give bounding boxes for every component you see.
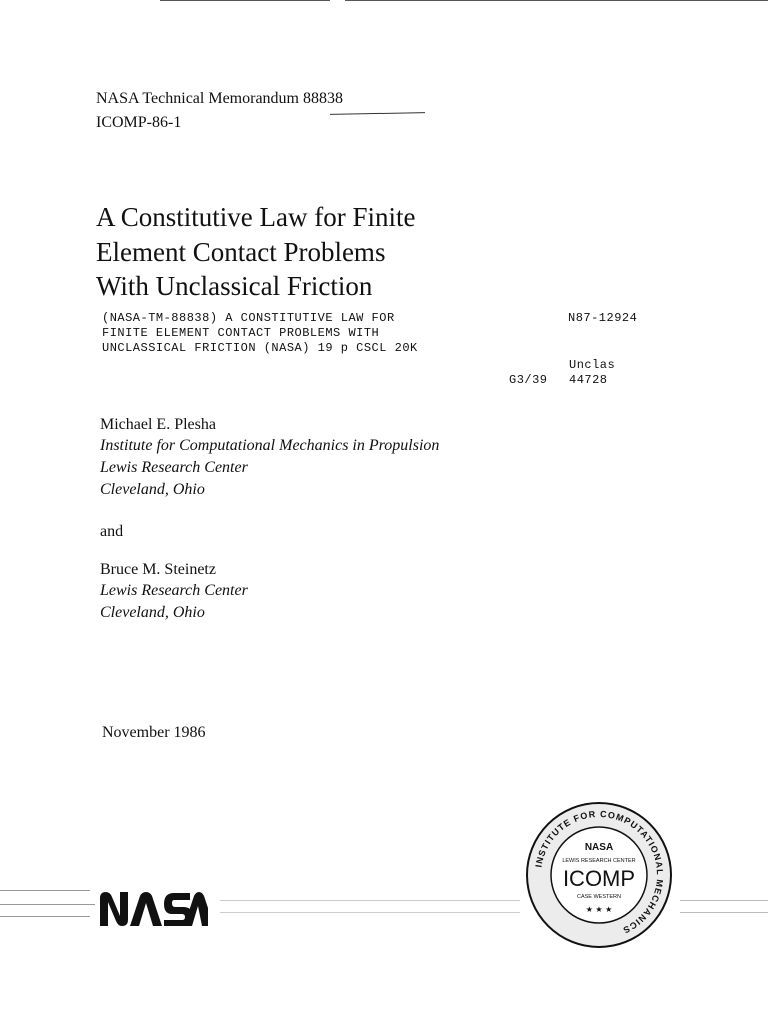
seal-stars: ★ ★ ★ (585, 905, 613, 914)
author-2-name: Bruce M. Steinetz (100, 561, 216, 578)
svg-text:INSTITUTE FOR COMPUTATIONAL ME: INSTITUTE FOR COMPUTATIONAL MECHANICS (533, 808, 666, 936)
author-1-affiliation-3: Cleveland, Ohio (100, 481, 205, 498)
scan-noise-line (220, 912, 520, 913)
title-line-3: With Unclassical Friction (96, 271, 373, 301)
seal-case-text: CASE WESTERN (576, 894, 622, 900)
top-rule-right (345, 0, 768, 1)
document-number: 44728 (569, 373, 608, 387)
icomp-number: ICOMP-86-1 (96, 114, 182, 131)
accession-number: N87-12924 (568, 311, 638, 325)
unclas-label: Unclas (569, 358, 616, 372)
scan-noise-line (220, 900, 520, 901)
scan-noise-line (0, 890, 90, 891)
seal-icomp-text: ICOMP (562, 866, 636, 891)
top-rule-left (160, 0, 330, 1)
publication-date: November 1986 (102, 724, 206, 741)
scan-noise-line (680, 900, 768, 901)
seal-nasa-text: NASA (584, 842, 614, 853)
author-1-affiliation-2: Lewis Research Center (100, 459, 248, 476)
seal-center-text: LEWIS RESEARCH CENTER (562, 858, 636, 864)
memo-underline (330, 112, 425, 115)
title-line-1: A Constitutive Law for Finite (96, 202, 416, 232)
scan-noise-line (0, 904, 95, 905)
and-conjunction: and (100, 523, 124, 540)
author-1-name: Michael E. Plesha (100, 416, 216, 433)
catalog-line-3: UNCLASSICAL FRICTION (NASA) 19 p CSCL 20K (102, 341, 418, 355)
scan-noise-line (0, 916, 90, 917)
icomp-seal (524, 800, 674, 950)
catalog-line-1: (NASA-TM-88838) A CONSTITUTIVE LAW FOR (102, 311, 395, 325)
group-code: G3/39 (509, 373, 548, 387)
title-line-2: Element Contact Problems (96, 237, 386, 267)
author-2-affiliation-2: Cleveland, Ohio (100, 604, 205, 621)
author-1-affiliation-1: Institute for Computational Mechanics in Propulsion (100, 437, 440, 454)
author-2-affiliation-1: Lewis Research Center (100, 582, 248, 599)
scan-noise-line (680, 912, 768, 913)
memo-number: NASA Technical Memorandum 88838 (96, 90, 343, 107)
catalog-line-2: FINITE ELEMENT CONTACT PROBLEMS WITH (102, 326, 380, 340)
nasa-logo (98, 890, 208, 928)
